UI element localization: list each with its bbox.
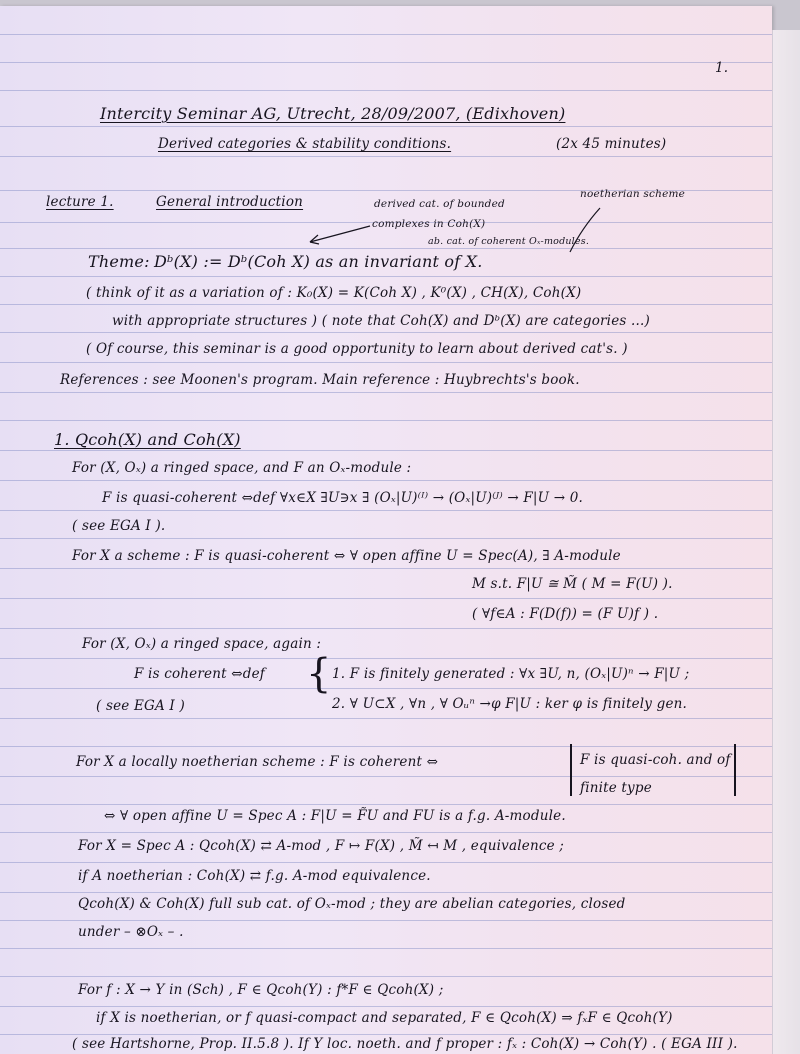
section-1-line-12: if A noetherian : Coh(X) ⇄ f.g. A-mod equivalence. <box>78 868 431 884</box>
section-1-line-13: Qcoh(X) & Coh(X) full sub cat. of Oₓ-mod ; they are abelian categories, closed <box>78 896 626 912</box>
see-ega-reference: ( see EGA I ) <box>96 698 185 714</box>
lecture-label: lecture 1. <box>46 194 114 210</box>
section-1-heading: 1. Qcoh(X) and Coh(X) <box>54 430 241 449</box>
arrow-to-noetherian-icon <box>560 202 610 262</box>
of-course-line: ( Of course, this seminar is a good opportunity to learn about derived cat's. ) <box>86 341 628 357</box>
section-1-line-15: For f : X → Y in (Sch) , F ∈ Qcoh(Y) : f*F ∈ Qcoh(X) ; <box>78 982 444 998</box>
notebook-page <box>0 6 772 1054</box>
note-noetherian: noetherian scheme <box>580 188 686 200</box>
section-1-line-6: ( ∀f∈A : F(D(f)) = (F U)f ) . <box>472 606 659 622</box>
section-1-line-7: For (X, Oₓ) a ringed space, again : <box>82 636 322 652</box>
box-line-1: F is quasi-coh. and of <box>580 752 731 768</box>
box-right-bar <box>734 744 736 796</box>
note-abcat: ab. cat. of coherent Oₓ-modules. <box>428 236 590 247</box>
section-1-line-5: M s.t. F|U ≅ M̃ ( M = F(U) ). <box>472 576 673 592</box>
seminar-duration: (2x 45 minutes) <box>556 136 667 152</box>
coherent-condition-2: 2. ∀ U⊂X , ∀n , ∀ Oᵤⁿ →φ F|U : ker φ is finitely gen. <box>332 696 688 712</box>
section-1-line-1: For (X, Oₓ) a ringed space, and F an Oₓ-module : <box>72 460 412 476</box>
section-1-line-3: ( see EGA I ). <box>72 518 166 534</box>
seminar-subtitle: Derived categories & stability conditions. <box>158 136 452 152</box>
seminar-title: Intercity Seminar AG, Utrecht, 28/09/2007, (Edixhoven) <box>100 104 566 123</box>
coherent-condition-1: 1. F is finitely generated : ∀x ∃U, n, (Oₓ|U)ⁿ → F|U ; <box>332 666 690 682</box>
page-number: 1. <box>715 60 729 76</box>
references-line: References : see Moonen's program. Main reference : Huybrechts's book. <box>60 372 580 388</box>
note-complexes: complexes in Coh(X) <box>372 218 486 230</box>
note-bounded: derived cat. of bounded <box>374 198 505 210</box>
section-1-line-11: For X = Spec A : Qcoh(X) ⇄ A-mod , F ↦ F(X) , M̃ ↤ M , equivalence ; <box>78 838 565 854</box>
section-1-line-16: if X is noetherian, or f quasi-compact and separated, F ∈ Qcoh(X) ⇒ fₓF ∈ Qcoh(Y) <box>96 1010 673 1026</box>
think-line-1: ( think of it as a variation of : K₀(X) = K(Coh X) , K⁰(X) , CH(X), Coh(X) <box>86 285 582 301</box>
section-1-line-9: For X a locally noetherian scheme : F is coherent ⇔ <box>76 754 439 770</box>
theme-text: Dᵇ(X) := Dᵇ(Coh X) as an invariant of X. <box>154 252 483 271</box>
arrow-to-derived-icon <box>300 220 380 250</box>
lecture-title: General introduction <box>156 194 304 210</box>
think-line-2: with appropriate structures ) ( note that Coh(X) and Dᵇ(X) are categories ...) <box>112 313 650 329</box>
theme-label: Theme: <box>88 252 150 271</box>
section-1-line-4: For X a scheme : F is quasi-coherent ⇔ ∀ open affine U = Spec(A), ∃ A-module <box>72 548 621 564</box>
section-1-line-10: ⇔ ∀ open affine U = Spec A : F|U = F̃U and FU is a f.g. A-module. <box>104 808 566 824</box>
box-line-2: finite type <box>580 780 652 796</box>
section-1-line-17: ( see Hartshorne, Prop. II.5.8 ). If Y loc. noeth. and f proper : fₓ : Coh(X) → Coh(Y) . ( EGA III ). <box>72 1036 738 1052</box>
coherent-definition-lead: F is coherent ⇔def <box>134 666 265 682</box>
box-left-bar <box>570 744 572 796</box>
definition-brace-icon: { <box>306 651 332 697</box>
page-stack-edge <box>772 30 800 1054</box>
section-1-line-14: under – ⊗Oₓ – . <box>78 924 184 940</box>
section-1-line-2: F is quasi-coherent ⇔def ∀x∈X ∃U∋x ∃ (Oₓ|U)⁽ᴵ⁾ → (Oₓ|U)⁽ᴶ⁾ → F|U → 0. <box>102 490 584 506</box>
